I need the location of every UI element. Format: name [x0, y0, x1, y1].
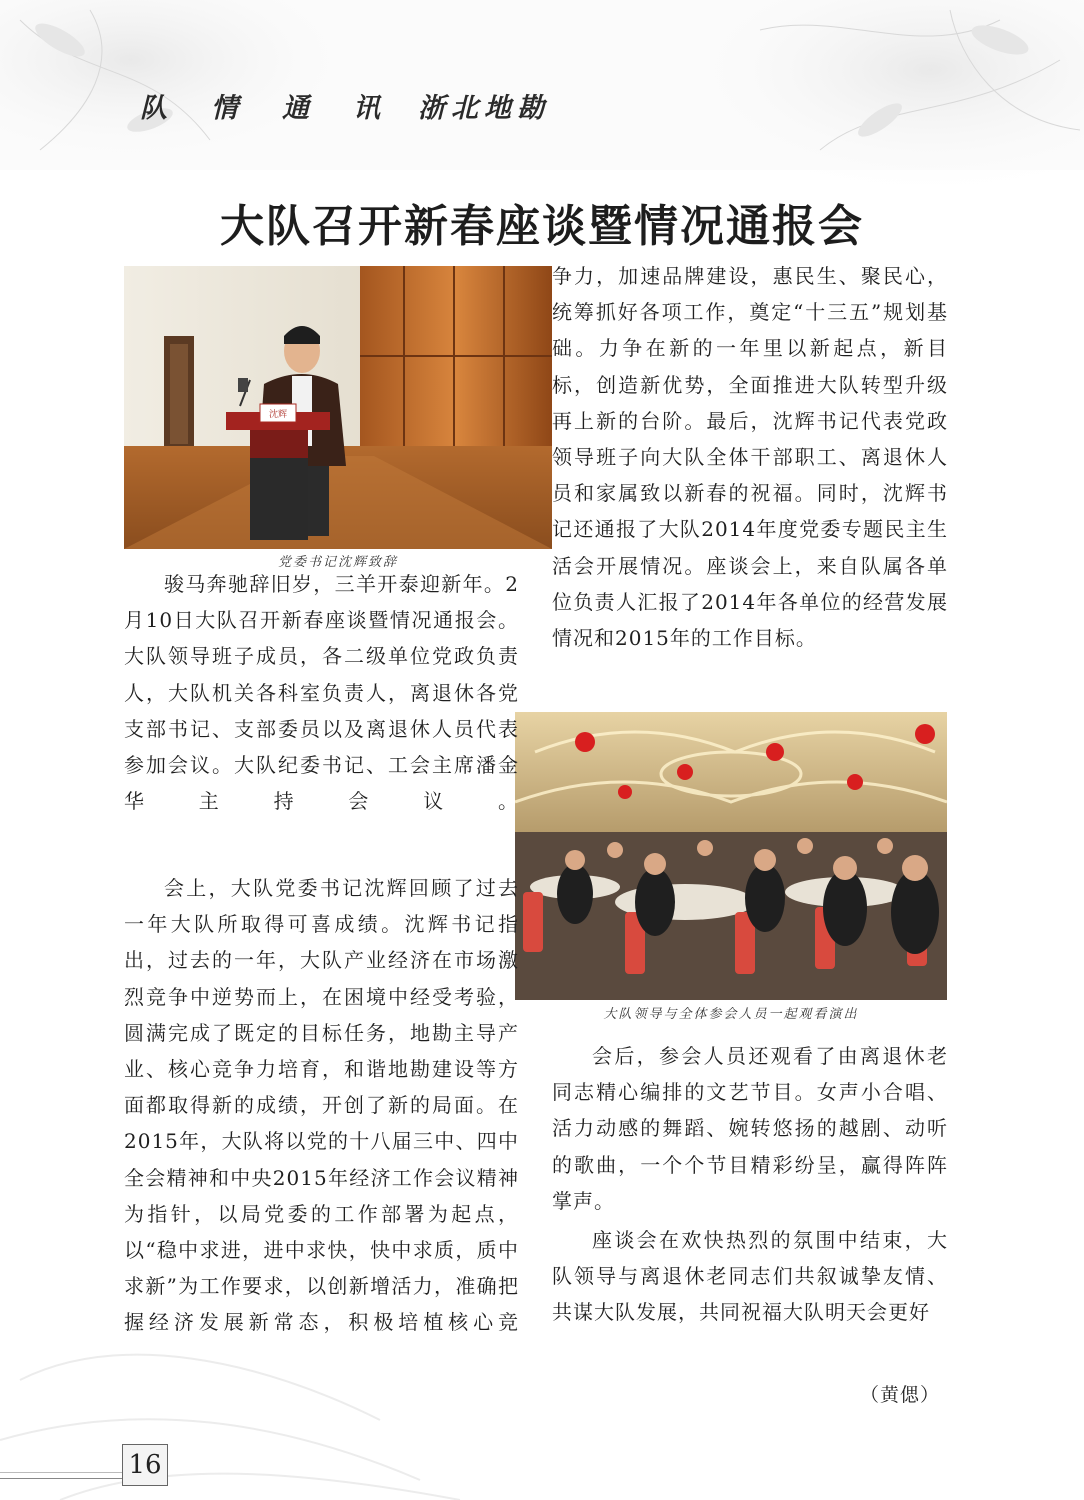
paragraph: 争力，加速品牌建设，惠民生、聚民心，统筹抓好各项工作，奠定“十三五”规划基础。力争在新的一年里以新起点，新目标，创造新优势，全面推进大队转型升级再上新的台阶。最后，沈辉书记代表党政领导班子向大队全体干部职工、离退休人员和家属致以新春的祝福。同时，沈辉书记还通报了大队2014年度党委专题民主生活会开展情况。座谈会上，来自队属各单位负责人汇报了2014年各单位的经营发展情况和2015年的工作目标。: [552, 264, 948, 651]
podium-name-sign: 沈辉: [268, 410, 288, 420]
section-header: [140, 86, 550, 125]
footer-rule: [0, 1472, 122, 1473]
paragraph: 会后，参会人员还观看了由离退休老同志精心编排的文艺节目。女声小合唱、活力动感的舞蹈、婉转悠扬的越剧、动听的歌曲，一个个节目精彩纷呈，赢得阵阵掌声。: [552, 1044, 948, 1213]
paragraph: 座谈会在欢快热烈的氛围中结束，大队领导与离退休老同志们共叙诚挚友情、共谋大队发展，共同祝福大队明天会更好: [552, 1228, 948, 1325]
organization-name: 浙北地勘: [418, 93, 550, 124]
article-title: 大队召开新春座谈暨情况通报会: [220, 201, 864, 252]
author-credit: （黄偲）: [860, 1384, 941, 1406]
footer-rule: [0, 1478, 122, 1479]
photo-caption: 党委书记沈辉致辞: [277, 555, 398, 570]
paragraph: 骏马奔驰辞旧岁，三羊开泰迎新年。2月10日大队召开新春座谈暨情况通报会。大队领导班子成员，各二级单位党政负责人，大队机关各科室负责人，离退休各党支部书记、支部委员以及离退休人员代表参加会议。大队纪委书记、工会主席潘金华主持会议。: [124, 572, 519, 814]
paragraph: 会上，大队党委书记沈辉回顾了过去一年大队所取得可喜成绩。沈辉书记指出，过去的一年，大队产业经济在市场激烈竞争中逆势而上，在困境中经受考验，圆满完成了既定的目标任务，地勘主导产业、核心竞争力培育，和谐地勘建设等方面都取得新的成绩，开创了新的局面。在2015年，大队将以党的十八届三中、四中全会精神和中央2015年经济工作会议精神为指针，以局党委的工作部署为起点，以“稳中求进，进中求快，快中求质，质中求新”为工作要求，以创新增活力，准确把握经济发展新常态，积极培植核心竞: [124, 876, 519, 1335]
photo-caption: 大队领导与全体参会人员一起观看演出: [603, 1007, 859, 1022]
photo-audience: [515, 712, 947, 1000]
section-name: 队情通讯: [140, 93, 424, 124]
page-number: 16: [122, 1444, 168, 1486]
photo-speaker: [124, 266, 552, 549]
